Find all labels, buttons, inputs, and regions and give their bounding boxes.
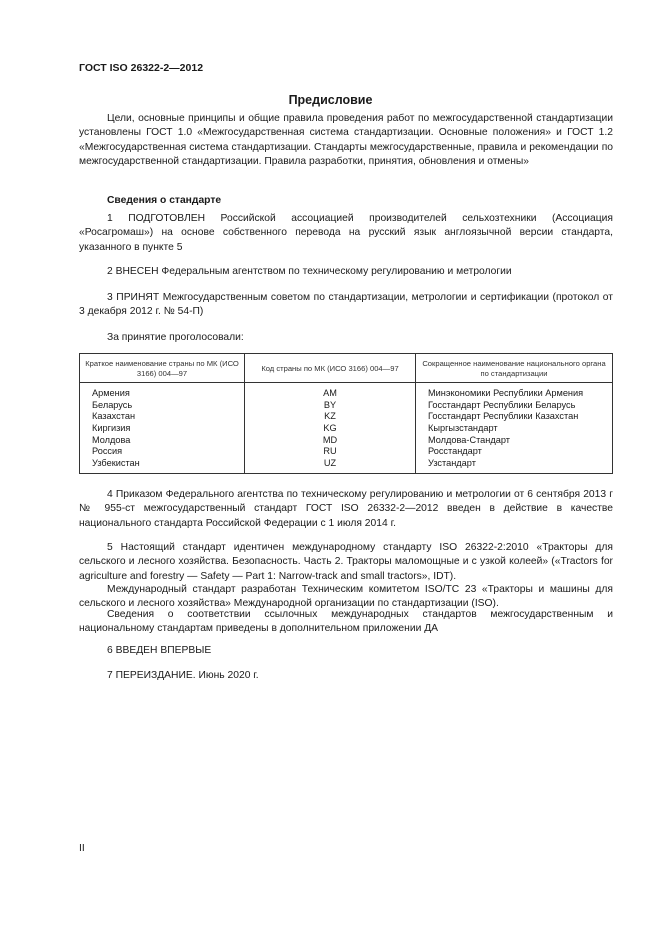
item-5-identity: 5 Настоящий стандарт идентичен международному стандарту ISO 26322-2:2010 «Тракторы для сельского и лесного хозяйства. Безопасность. Часть 2. Тракторы маломощные и с узкой колеей» («Tractors for agriculture and forestry — Safety — Part 1: Narrow-track and small tractors», IDT). — [79, 542, 613, 582]
country-code: RU — [245, 446, 416, 458]
table-header-row — [80, 354, 613, 383]
standards-body: Госстандарт Республики Казахстан — [416, 411, 613, 423]
table-row — [80, 423, 613, 435]
country-code: UZ — [245, 458, 416, 474]
item-7-reissue: 7 ПЕРЕИЗДАНИЕ. Июнь 2020 г. — [107, 670, 259, 681]
page-number: II — [79, 843, 85, 854]
country-name: Узбекистан — [80, 458, 245, 474]
item-6-introduced: 6 ВВЕДЕН ВПЕРВЫЕ — [107, 645, 212, 656]
standards-body: Узстандарт — [416, 458, 613, 474]
section-heading: Сведения о стандарте — [107, 195, 222, 206]
country-code: KZ — [245, 411, 416, 423]
intro-paragraph: Цели, основные принципы и общие правила проведения работ по межгосударственной стандартизации установлены ГОСТ 1.0 «Межгосударственная система стандартизации. Основные положения» и ГОСТ 1.2 «Межгосударственная система стандартизации. Стандарты межгосударственные, правила и рекомендации по межгосударственной стандартизации. Правила разработки, принятия, обновления и отмены» — [79, 113, 613, 168]
document-code: ГОСТ ISO 26322-2—2012 — [79, 62, 204, 74]
country-name: Казахстан — [80, 411, 245, 423]
item-2-submitted: 2 ВНЕСЕН Федеральным агентством по техническому регулированию и метрологии — [107, 266, 512, 277]
table-header-body: Сокращенное наименование национального органа по стандартизации — [416, 354, 613, 383]
voting-countries-table — [79, 353, 613, 474]
item-1-prepared: 1 ПОДГОТОВЛЕН Российской ассоциацией производителей сельхозтехники (Ассоциация «Росагромаш») на основе собственного перевода на русский язык англоязычной версии стандарта, указанного в пункте 5 — [79, 213, 613, 253]
item-5-developer: Международный стандарт разработан Техническим комитетом ISO/TC 23 «Тракторы и машины для сельского и лесного хозяйства» Международной организации по стандартизации (ISO). — [79, 584, 613, 610]
country-name: Беларусь — [80, 400, 245, 412]
country-code: MD — [245, 435, 416, 447]
item-3-adopted: 3 ПРИНЯТ Межгосударственным советом по стандартизации, метрологии и сертификации (протокол от 3 декабря 2012 г. № 54-П) — [79, 292, 613, 318]
standards-body: Госстандарт Республики Беларусь — [416, 400, 613, 412]
table-row — [80, 383, 613, 400]
page-title: Предисловие — [288, 93, 373, 107]
standards-body: Росстандарт — [416, 446, 613, 458]
vote-label: За принятие проголосовали: — [107, 332, 244, 343]
country-name: Армения — [80, 383, 245, 400]
standards-body: Молдова-Стандарт — [416, 435, 613, 447]
table-row — [80, 400, 613, 412]
country-code: AM — [245, 383, 416, 400]
country-name: Молдова — [80, 435, 245, 447]
table-row — [80, 458, 613, 474]
country-code: KG — [245, 423, 416, 435]
country-name: Киргизия — [80, 423, 245, 435]
table-header-code: Код страны по МК (ИСО 3166) 004—97 — [245, 354, 416, 383]
table-row — [80, 411, 613, 423]
table-row — [80, 435, 613, 447]
standards-body: Кыргызстандарт — [416, 423, 613, 435]
table-header-country: Краткое наименование страны по МК (ИСО 3166) 004—97 — [80, 354, 245, 383]
item-5-references: Сведения о соответствии ссылочных международных стандартов межгосударственным и национальному стандартам приведены в дополнительном приложении ДА — [79, 609, 613, 635]
item-4-order: 4 Приказом Федерального агентства по техническому регулированию и метрологии от 6 сентября 2013 г № 955-ст межгосударственный стандарт ГОСТ ISO 26332-2—2012 введен в действие в качестве национального стандарта Российской Федерации с 1 июля 2014 г. — [79, 489, 613, 529]
country-name: Россия — [80, 446, 245, 458]
country-code: BY — [245, 400, 416, 412]
standards-body: Минэкономики Республики Армения — [416, 383, 613, 400]
table-row — [80, 446, 613, 458]
